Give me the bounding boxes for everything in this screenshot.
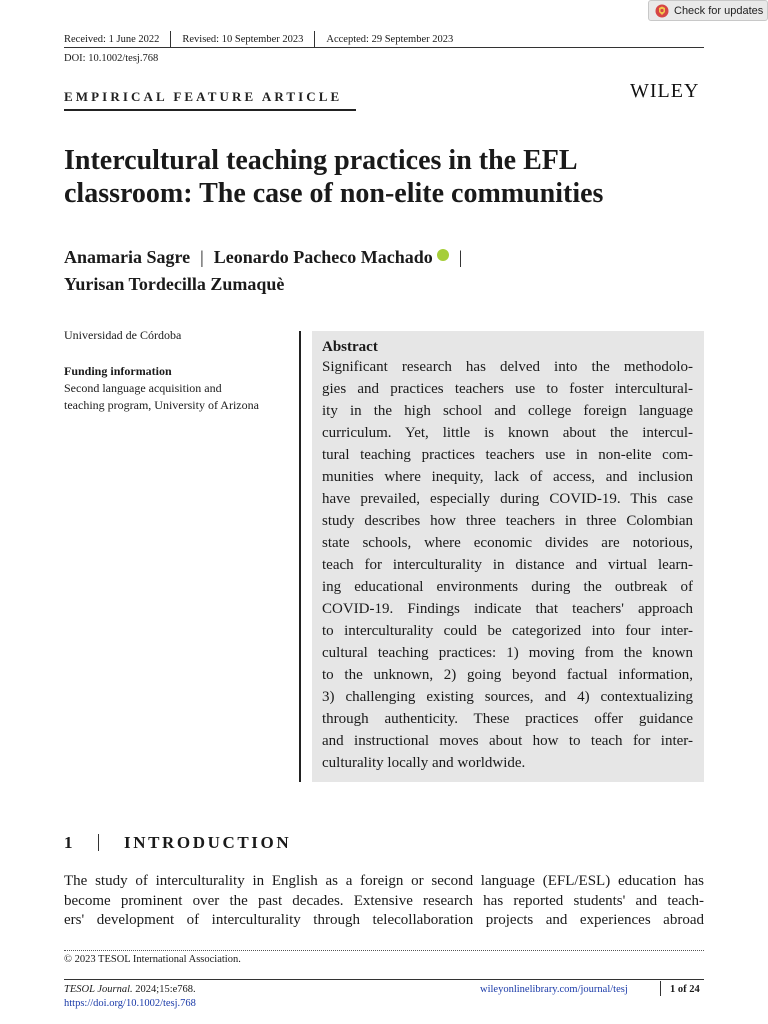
abstract-line: COVID-19. Findings indicate that teachers' approach (322, 601, 693, 617)
funding-line: Second language acquisition and (64, 381, 222, 395)
abstract-line: have prevailed, especially during COVID-19. This case (322, 491, 693, 507)
title-line-1: Intercultural teaching practices in the EFL (64, 145, 578, 176)
revised-date: Revised: 10 September 2023 (182, 33, 304, 45)
abstract-line: curriculum. Yet, little is known about the intercul- (322, 425, 693, 441)
journal-name: TESOL Journal. (64, 984, 133, 995)
abstract-line: ing educational environments during the outbreak of (322, 579, 693, 595)
publisher-logo: WILEY (630, 80, 700, 102)
author-list (64, 244, 704, 298)
abstract-heading: Abstract (322, 339, 378, 355)
author-separator: | (458, 247, 463, 267)
page-separator (660, 981, 661, 996)
section-title: INTRODUCTION (124, 833, 292, 852)
article-type: EMPIRICAL FEATURE ARTICLE (64, 89, 343, 104)
doi-text: DOI: 10.1002/tesj.768 (64, 53, 159, 64)
abstract-line: munities where inequity, lack of access, and inclusion (322, 469, 693, 485)
accepted-date: Accepted: 29 September 2023 (326, 33, 454, 45)
affiliation: Universidad de Córdoba (64, 328, 182, 342)
abstract-text (322, 356, 693, 774)
abstract-line: to the unknown, 2) going beyond factual information, (322, 667, 693, 683)
check-updates-icon (655, 4, 669, 18)
funding-heading: Funding information (64, 364, 172, 378)
intro-line: ers' development of interculturality through telecollaboration projects and experiences abroad (64, 912, 704, 928)
journal-site-link[interactable]: wileyonlinelibrary.com/journal/tesj (480, 984, 628, 995)
citation-details: 2024;15:e768. (132, 984, 196, 995)
article-title (64, 144, 724, 210)
received-date: Received: 1 June 2022 (64, 33, 160, 45)
author-name[interactable]: Leonardo Pacheco Machado (213, 247, 433, 267)
date-separator (170, 31, 171, 47)
abstract-line: 3) challenging existing sources, and 4) contextualizing (322, 689, 693, 705)
section-separator (98, 834, 99, 851)
doi-link[interactable]: https://doi.org/10.1002/tesj.768 (64, 998, 196, 1009)
funding-text (64, 380, 294, 414)
abstract-line: to interculturality could be categorized into four inter- (322, 623, 693, 639)
footnote-rule (64, 950, 704, 951)
abstract-line: gies and practices teachers use to foster intercultural- (322, 381, 693, 397)
author-name[interactable]: Anamaria Sagre (64, 247, 191, 267)
author-name[interactable]: Yurisan Tordecilla Zumaquè (64, 274, 285, 294)
abstract-line: tural teaching practices teachers use in non-elite com- (322, 447, 693, 463)
orcid-icon[interactable] (437, 249, 449, 261)
footer-rule (64, 979, 704, 980)
intro-line: The study of interculturality in English as a foreign or second language (EFL/ESL) education has (64, 873, 704, 889)
abstract-line: state schools, where economic divides are notorious, (322, 535, 693, 551)
abstract-line: ity in the high school and college foreign language (322, 403, 693, 419)
check-for-updates-button[interactable] (648, 0, 768, 21)
header-rule (64, 47, 704, 48)
funding-line: teaching program, University of Arizona (64, 398, 259, 412)
copyright-notice: © 2023 TESOL International Association. (64, 954, 241, 965)
article-type-underline (64, 109, 356, 111)
section-number: 1 (64, 833, 73, 852)
abstract-line: through authenticity. These practices offer guidance (322, 711, 693, 727)
abstract-line: culturality locally and worldwide. (322, 755, 526, 771)
column-divider (299, 331, 301, 782)
abstract-line: teach for interculturality in distance and virtual learn- (322, 557, 693, 573)
intro-paragraph (64, 872, 704, 931)
page-number: 1 of 24 (670, 984, 700, 995)
intro-line: become prominent over the past decades. Extensive research has reported students' and teach- (64, 892, 704, 909)
journal-citation (64, 984, 196, 995)
title-line-2: classroom: The case of non-elite communities (64, 178, 604, 209)
abstract-line: Significant research has delved into the methodolo- (322, 359, 693, 375)
abstract-line: study describes how three teachers in three Colombian (322, 513, 693, 529)
check-for-updates-label: Check for updates (674, 4, 764, 17)
abstract-line: cultural teaching practices: 1) moving from the known (322, 645, 693, 661)
author-separator: | (200, 247, 204, 267)
date-separator (314, 31, 315, 47)
article-dates (64, 31, 453, 47)
abstract-box (312, 331, 704, 782)
abstract-line: and instructional moves about how to teach for inter- (322, 733, 693, 749)
